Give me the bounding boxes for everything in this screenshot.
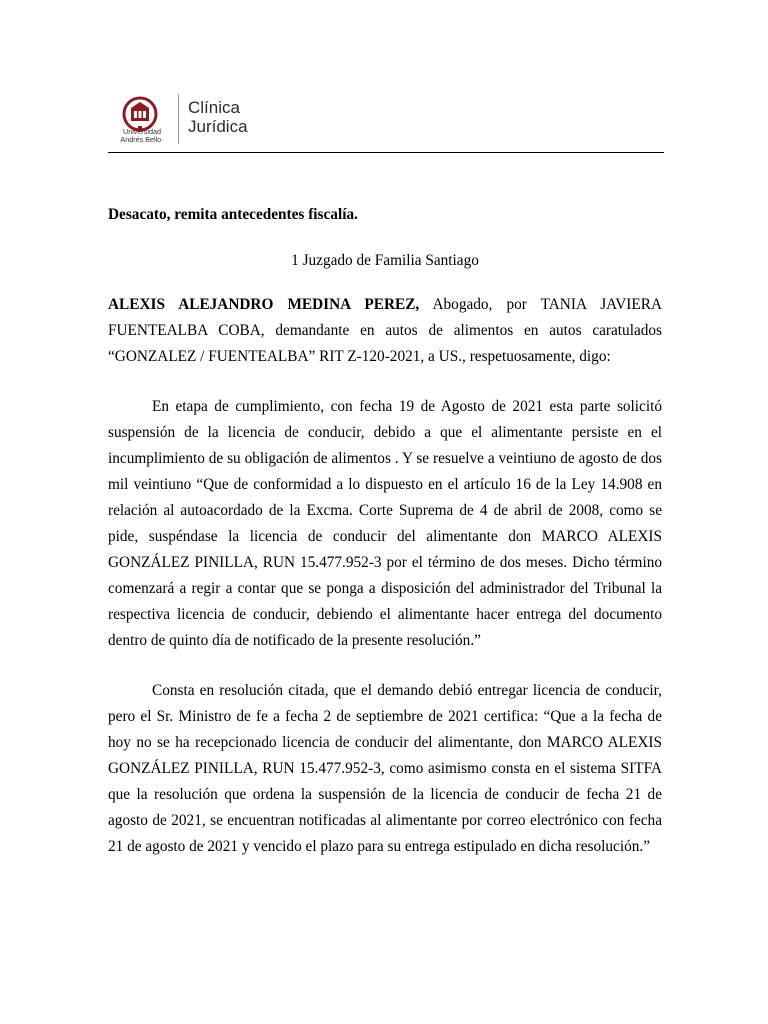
- paragraph-1: En etapa de cumplimiento, con fecha 19 de Agosto de 2021 esta parte solicitó suspensión de la licencia de conducir, debido a que el alimentante persiste en el incumplimiento de su obligación de alimentos . Y se resuelve a veintiuno de agosto de dos mil veintiuno “Que de conformidad a lo dispuesto en el artículo 16 de la Ley 14.908 en relación al autoacordado de la Excma. Corte Suprema de 4 de abril de 2008, como se pide, suspéndase la licencia de conducir del alimentante don MARCO ALEXIS GONZÁLEZ PINILLA, RUN 15.477.952-3 por el término de dos meses. Dicho término comenzará a regir a contar que se ponga a disposición del administrador del Tribunal la respectiva licencia de conducir, debiendo el alimentante hacer entrega del documento dentro de quinto día de notificado de la presente resolución.”: [108, 398, 662, 649]
- university-line-1: Universidad: [123, 127, 161, 136]
- paragraph-2: Consta en resolución citada, que el demando debió entregar licencia de conducir, pero el Sr. Ministro de fe a fecha 2 de septiembre de 2021 certifica: “Que a la fecha de hoy no se ha recepcionado licencia de conducir del alimentante, don MARCO ALEXIS GONZÁLEZ PINILLA, RUN 15.477.952-3, como asimismo consta en el sistema SITFA que la resolución que ordena la suspensión de la licencia de conducir de fecha 21 de agosto de 2021, se encuentran notificadas al alimentante por correo electrónico con fecha 21 de agosto de 2021 y vencido el plazo para su entrega estipulado en dicha resolución.”: [108, 682, 662, 855]
- university-name: [110, 128, 174, 144]
- clinic-line-2: Jurídica: [188, 117, 248, 136]
- logo-divider: [178, 94, 179, 144]
- university-line-2: Andrés Bello·: [120, 135, 164, 144]
- clinic-line-1: Clínica: [188, 98, 240, 117]
- clinic-name: [188, 98, 248, 136]
- lawyer-name: ALEXIS ALEJANDRO MEDINA PEREZ,: [108, 296, 420, 313]
- document-title: Desacato, remita antecedentes fiscalía.: [108, 206, 358, 223]
- court-name: 1 Juzgado de Familia Santiago: [291, 252, 479, 269]
- document-body: [108, 202, 662, 860]
- intro-text: Abogado, por TANIA JAVIERA FUENTEALBA COBA, demandante en autos de alimentos en autos caratulados “GONZALEZ / FUENTEALBA” RIT Z-120-2021, a US., respetuosamente, digo:: [108, 296, 662, 365]
- letterhead: [108, 88, 664, 153]
- intro-paragraph: [108, 292, 662, 370]
